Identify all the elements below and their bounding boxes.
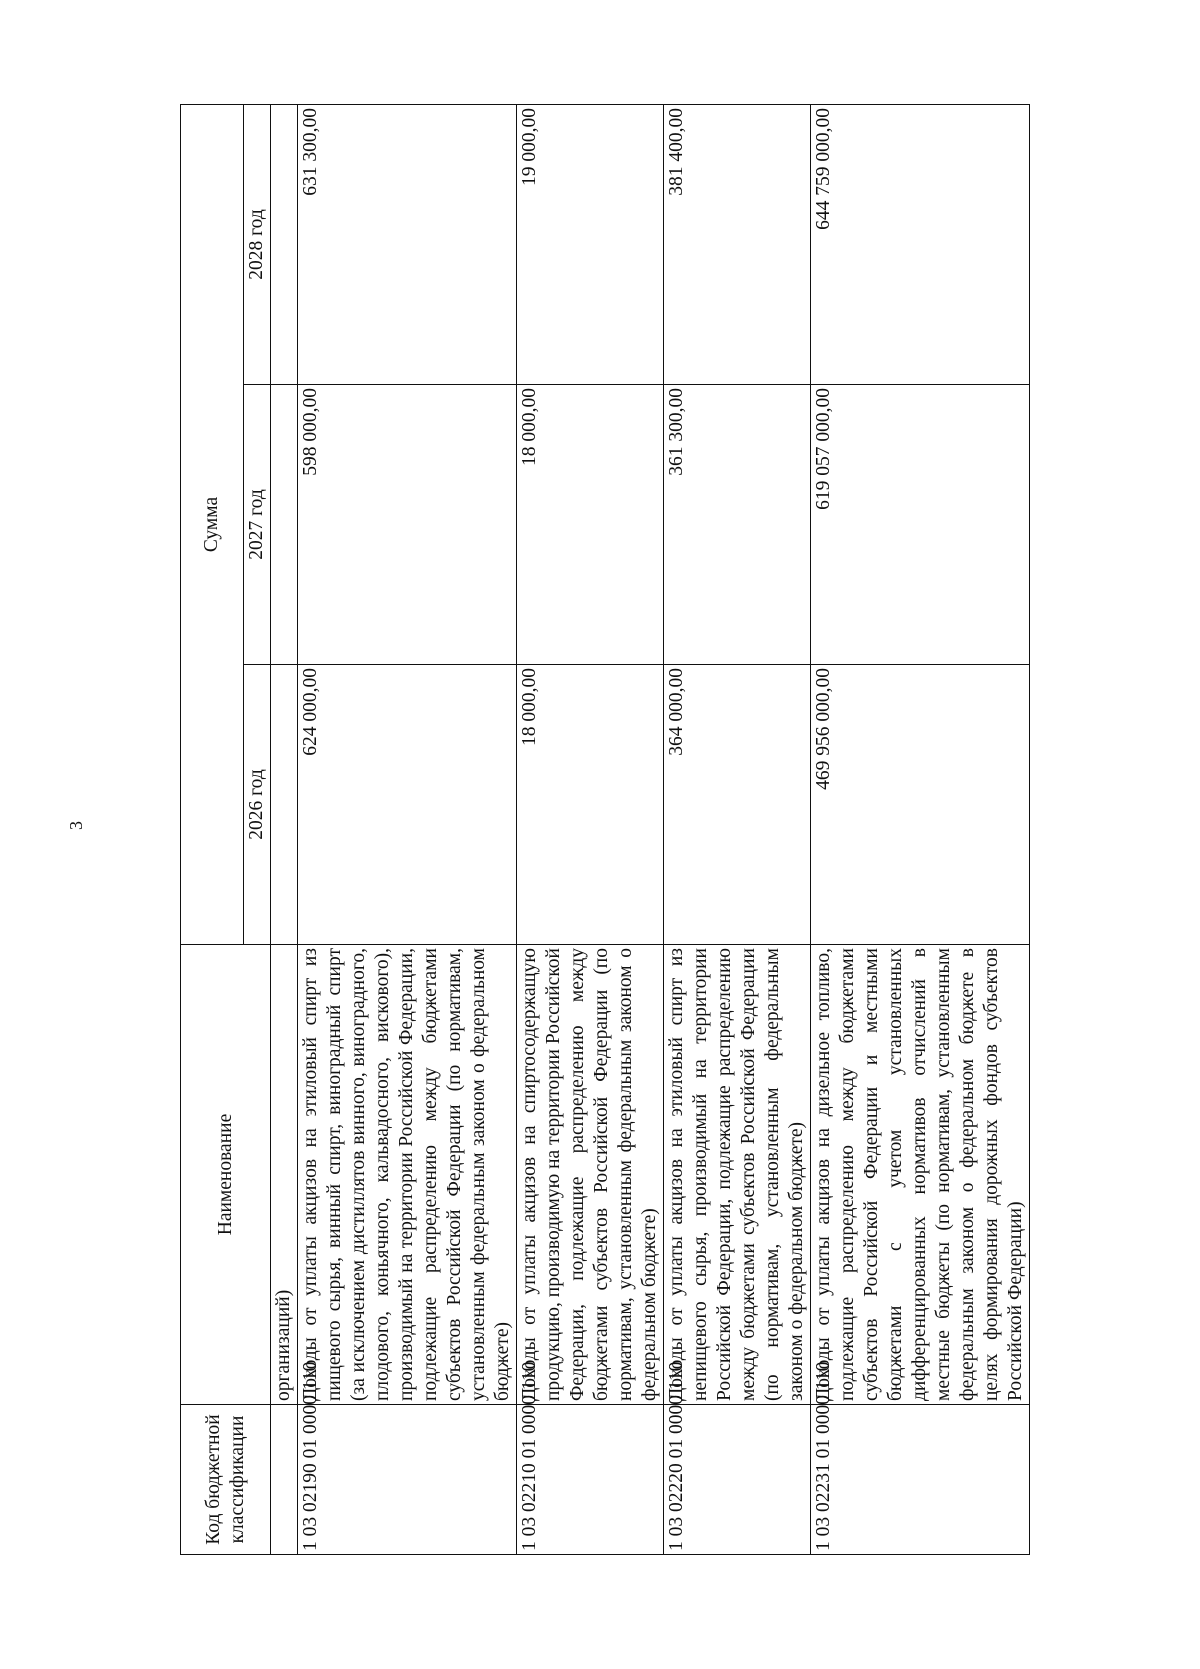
cell-amount-2026: 364 000,00 [664,665,811,945]
table-row-continuation [271,104,298,1554]
table-row [811,104,1030,1554]
cell-amount-2026: 18 000,00 [517,665,664,945]
table-row [664,104,811,1554]
cell-amount-2026: 469 956 000,00 [811,665,1030,945]
page-number: 3 [66,821,86,830]
cell-amount-2027: 619 057 000,00 [811,385,1030,665]
cell-amount-2028: 644 759 000,00 [811,104,1030,384]
cell-amount-2028: 19 000,00 [517,104,664,384]
cell-name-continuation: организаций) [271,945,298,1405]
cell-amount-2028: 381 400,00 [664,104,811,384]
cell-amount-2028: 631 300,00 [298,104,517,384]
cell-code: 1 03 02231 01 0000 110 [811,1405,1030,1555]
cell-empty [271,104,298,384]
cell-amount-2027: 361 300,00 [664,385,811,665]
table-row [298,104,517,1554]
cell-code: 1 03 02190 01 0000 110 [298,1405,517,1555]
cell-code-empty [271,1405,298,1555]
cell-name: Доходы от уплаты акцизов на этиловый спирт из пищевого сырья, винный спирт, виноградный спирт (за исключением дистиллятов винного, виноградного, плодового, коньячного, кальвадосного, вискового), производимый на территории Российской Федерации, подлежащие распределению между бюджетами субъектов Российской Федерации (по нормативам, установленным федеральным законом о федеральном бюджете) [298,945,517,1405]
header-year-2027: 2027 год [244,385,271,665]
cell-name: Доходы от уплаты акцизов на дизельное топливо, подлежащие распределению между бюджетами субъектов Российской Федерации и местными бюджетами с учетом установленных дифференцированных нормативов отчислений в местные бюджеты (по нормативам, установленным федеральным законом о федеральном бюджете в целях формирования дорожных фондов субъектов Российской Федерации) [811,945,1030,1405]
cell-empty [271,385,298,665]
table-row [517,104,664,1554]
cell-amount-2027: 18 000,00 [517,385,664,665]
cell-amount-2027: 598 000,00 [298,385,517,665]
cell-code: 1 03 02220 01 0000 110 [664,1405,811,1555]
cell-empty [271,665,298,945]
cell-code: 1 03 02210 01 0000 110 [517,1405,664,1555]
cell-name: Доходы от уплаты акцизов на этиловый спирт из непищевого сырья, производимый на территории Российской Федерации, подлежащие распределению между бюджетами субъектов Российской Федерации (по нормативам, установленным федеральным законом о федеральном бюджете) [664,945,811,1405]
cell-name: Доходы от уплаты акцизов на спиртосодержащую продукцию, производимую на территории Российской Федерации, подлежащие распределению между бюджетами субъектов Российской Федерации (по нормативам, установленным федеральным законом о федеральном бюджете) [517,945,664,1405]
header-name: Наименование [181,945,271,1405]
header-code: Код бюджетной классификации [181,1405,271,1555]
cell-amount-2026: 624 000,00 [298,665,517,945]
header-year-2028: 2028 год [244,104,271,384]
header-year-2026: 2026 год [244,665,271,945]
budget-revenue-table [180,104,1030,1555]
rotated-table-container [180,105,1140,1555]
header-sum: Сумма [181,104,244,944]
